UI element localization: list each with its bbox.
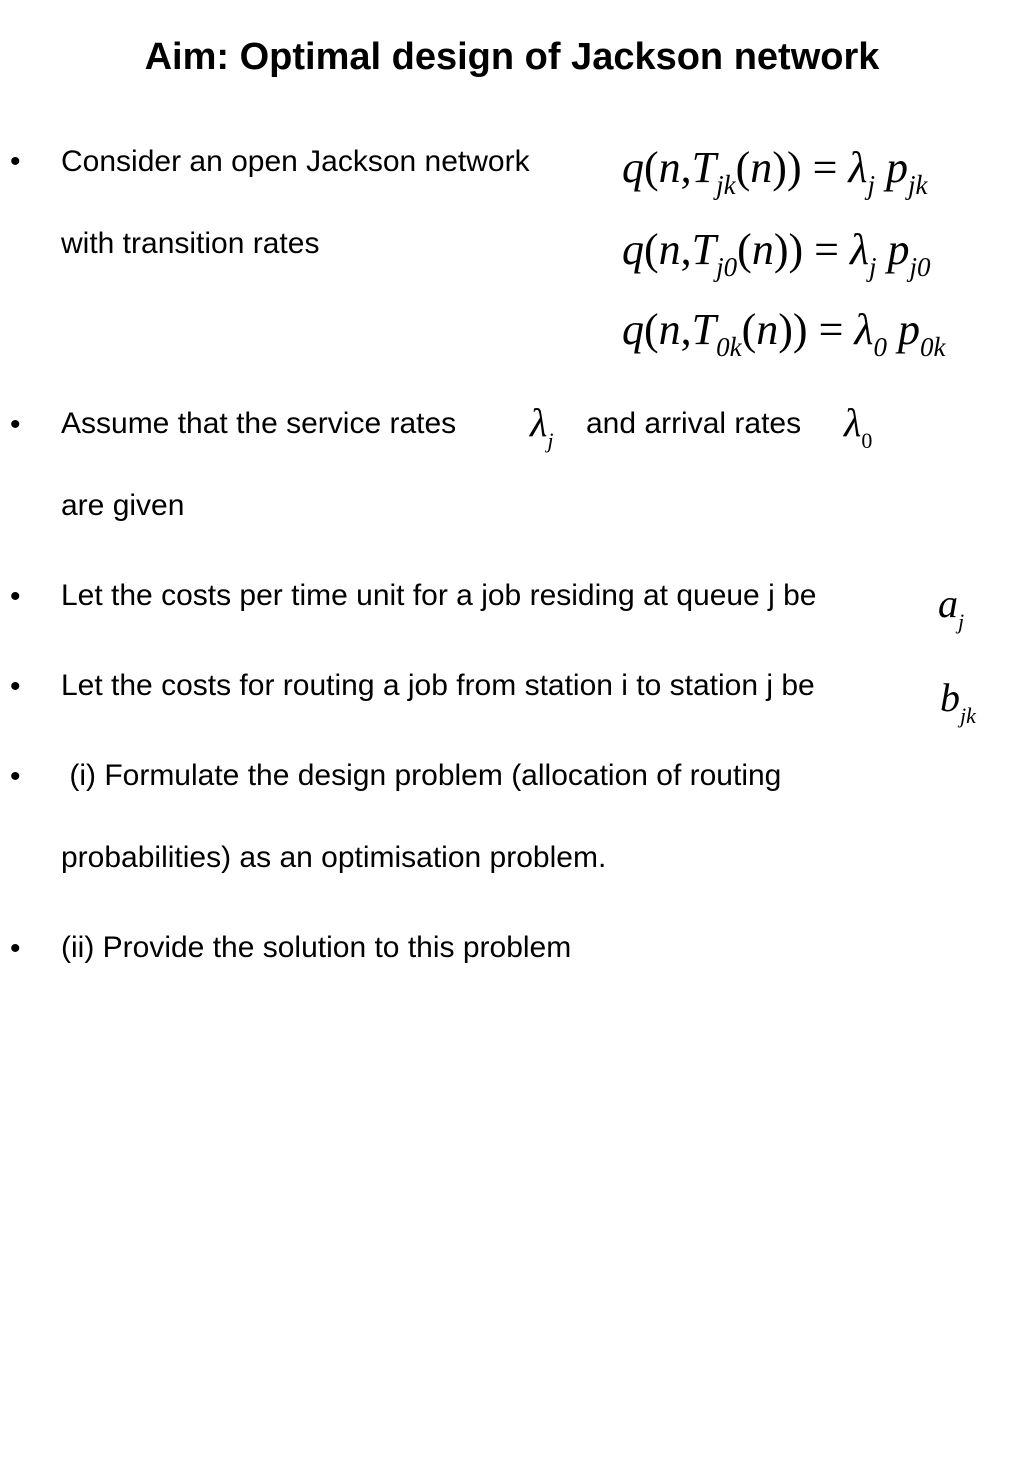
bullet-marker: •	[10, 580, 21, 613]
bullet-marker: •	[10, 760, 21, 793]
routing-cost-sub: jk	[960, 703, 976, 728]
page-title: Aim: Optimal design of Jackson network	[144, 36, 880, 78]
eq3-lhs-sub: 0k	[716, 332, 742, 362]
item-2-line-3: are given	[61, 489, 185, 522]
queue-cost-base: a	[938, 581, 958, 626]
eq1-p-sub: jk	[908, 170, 928, 200]
item-5-line-1: (i) Formulate the design problem (allocation of routing	[61, 759, 782, 792]
item-3-line-1: Let the costs per time unit for a job residing at queue j be	[61, 579, 817, 612]
eq2-lambda-sub: j	[869, 252, 877, 282]
item-1-line-2: with transition rates	[61, 227, 320, 260]
eq2-lhs-sub: j0	[716, 252, 738, 282]
service-rate-base: λ	[530, 400, 548, 445]
eq3-p-sub: 0k	[919, 332, 946, 362]
bullet-marker: •	[10, 670, 21, 703]
bullet-marker: •	[10, 145, 21, 178]
arrival-rate-base: λ	[844, 400, 862, 445]
item-5-line-2: probabilities) as an optimisation problem.	[61, 841, 607, 874]
arrival-rate-symbol	[844, 401, 872, 451]
eq1-lhs-sub: jk	[716, 170, 736, 200]
queue-cost-symbol	[938, 582, 964, 632]
service-rate-symbol	[530, 401, 553, 451]
item-1-line-1: Consider an open Jackson network	[61, 145, 530, 178]
item-4-line-1: Let the costs for routing a job from station i to station j be	[61, 669, 815, 702]
eq3-lambda-sub: 0	[873, 332, 887, 362]
routing-cost-symbol	[940, 676, 976, 726]
equation-transition-jk: $q(n,T_{jk}(n)) = \lambda_j$ $p_{jk}$	[622, 143, 928, 200]
arrival-rate-sub: 0	[861, 428, 873, 453]
item-6-line-1: (ii) Provide the solution to this problem	[61, 931, 572, 964]
routing-cost-base: b	[940, 675, 960, 720]
queue-cost-sub: j	[958, 609, 965, 634]
eq1-lambda-sub: j	[867, 170, 875, 200]
service-rate-sub: j	[547, 428, 554, 453]
eq2-p-sub: j0	[909, 252, 931, 282]
equation-transition-j0: $q(n,T_{j0}(n)) = \lambda_j$ $p_{j0}$	[622, 225, 931, 282]
item-2-line-2: and arrival rates	[586, 407, 802, 440]
bullet-marker: •	[10, 932, 21, 965]
item-2-line-1: Assume that the service rates	[61, 407, 457, 440]
equation-transition-0k: $q(n,T_{0k}(n)) = \lambda_0$ $p_{0k}$	[622, 305, 946, 362]
bullet-marker: •	[10, 408, 21, 441]
